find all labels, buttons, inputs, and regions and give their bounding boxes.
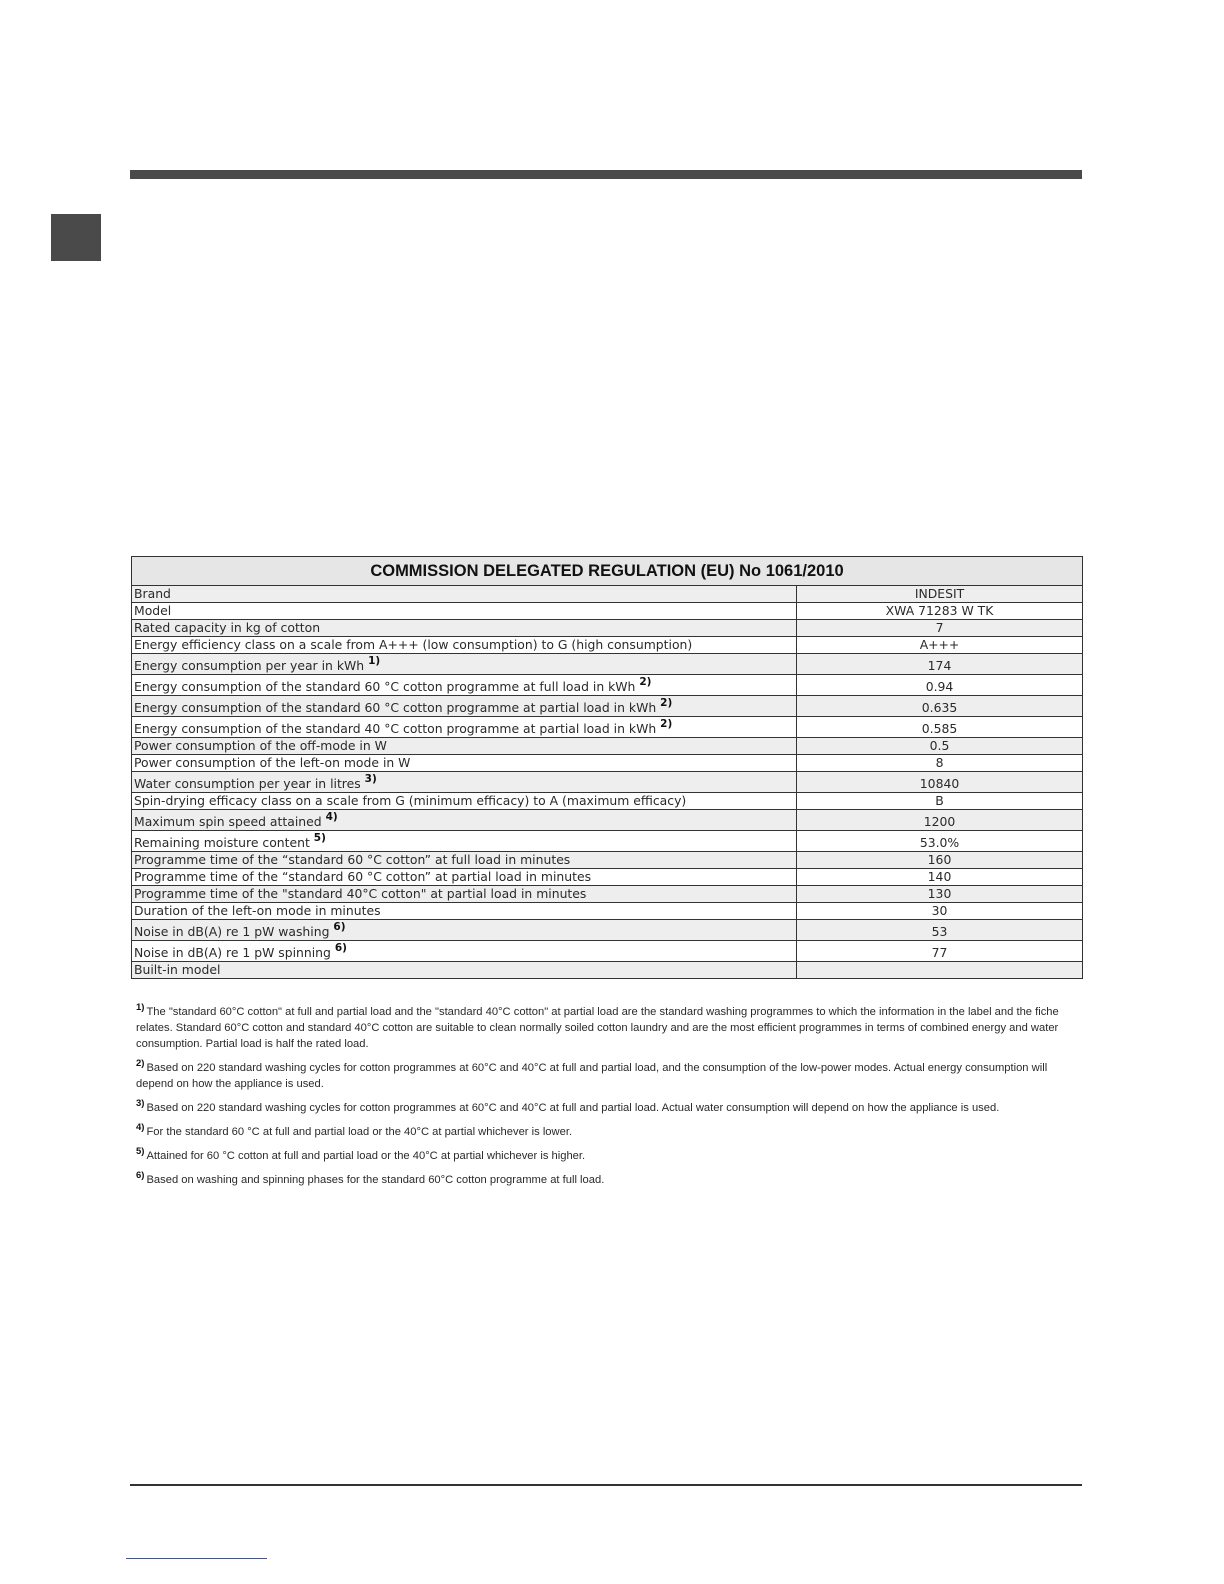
row-label [132, 852, 797, 869]
row-label-text: Energy consumption of the standard 60 °C cotton programme at partial load in kWh [134, 700, 657, 715]
row-value: 130 [797, 886, 1083, 903]
table-row [132, 962, 1083, 979]
table-row [132, 717, 1083, 738]
table-row [132, 903, 1083, 920]
row-label [132, 738, 797, 755]
table-row [132, 886, 1083, 903]
row-label-text: Brand [134, 586, 171, 601]
row-label [132, 654, 797, 675]
row-value: 1200 [797, 810, 1083, 831]
footnote [136, 1148, 1082, 1164]
row-label-text: Remaining moisture content [134, 835, 310, 850]
section-marker-block [51, 214, 101, 261]
row-label [132, 810, 797, 831]
footnote-ref: 5) [313, 831, 326, 844]
row-value: 8 [797, 755, 1083, 772]
row-value: 160 [797, 852, 1083, 869]
table-row [132, 738, 1083, 755]
footnote-ref: 6) [333, 920, 346, 933]
table-body [132, 586, 1083, 979]
table-row [132, 755, 1083, 772]
footnote-number: 1) [136, 1002, 145, 1014]
footnote-number: 2) [136, 1058, 145, 1070]
footnote-text: Attained for 60 °C cotton at full and partial load or the 40°C at partial whichever is higher. [146, 1150, 586, 1162]
row-label [132, 755, 797, 772]
row-value: 0.5 [797, 738, 1083, 755]
row-label-text: Rated capacity in kg of cotton [134, 620, 321, 635]
footnote-ref: 2) [639, 675, 652, 688]
row-label [132, 696, 797, 717]
row-label [132, 637, 797, 654]
row-label [132, 903, 797, 920]
footnote-ref: 2) [660, 717, 673, 730]
table-row [132, 941, 1083, 962]
row-label [132, 772, 797, 793]
table-row [132, 654, 1083, 675]
footer-link-underline [126, 1558, 267, 1559]
row-label [132, 886, 797, 903]
footnote-ref: 3) [364, 772, 377, 785]
row-value [797, 962, 1083, 979]
row-label [132, 831, 797, 852]
row-value: INDESIT [797, 586, 1083, 603]
row-label-text: Maximum spin speed attained [134, 814, 322, 829]
footnote-number: 6) [136, 1170, 145, 1182]
footnote-number: 4) [136, 1122, 145, 1134]
row-label-text: Programme time of the “standard 60 °C cotton” at full load in minutes [134, 852, 571, 867]
row-value: 0.635 [797, 696, 1083, 717]
table-row [132, 831, 1083, 852]
footnote-number: 3) [136, 1098, 145, 1110]
row-value: 0.94 [797, 675, 1083, 696]
table-row [132, 793, 1083, 810]
row-label-text: Power consumption of the off-mode in W [134, 738, 387, 753]
row-label-text: Energy consumption per year in kWh [134, 658, 365, 673]
footnotes [136, 1004, 1082, 1196]
row-label-text: Noise in dB(A) re 1 pW spinning [134, 945, 331, 960]
footnote [136, 1060, 1082, 1092]
table-row [132, 637, 1083, 654]
regulation-table [131, 556, 1083, 979]
row-label-text: Energy efficiency class on a scale from A+++ (low consumption) to G (high consumption) [134, 637, 693, 652]
row-label-text: Built-in model [134, 962, 221, 977]
table-row [132, 586, 1083, 603]
row-value: 30 [797, 903, 1083, 920]
footnote-ref: 2) [660, 696, 673, 709]
row-label-text: Power consumption of the left-on mode in W [134, 755, 411, 770]
row-label-text: Spin-drying efficacy class on a scale from G (minimum efficacy) to A (maximum efficacy) [134, 793, 687, 808]
row-label-text: Programme time of the “standard 60 °C cotton” at partial load in minutes [134, 869, 592, 884]
row-label-text: Water consumption per year in litres [134, 776, 361, 791]
footnote-ref: 6) [334, 941, 347, 954]
row-value: 140 [797, 869, 1083, 886]
table-row [132, 810, 1083, 831]
table-row [132, 620, 1083, 637]
footnote-number: 5) [136, 1146, 145, 1158]
footnote [136, 1124, 1082, 1140]
row-label [132, 717, 797, 738]
footnote-text: The "standard 60°C cotton" at full and partial load and the "standard 40°C cotton" at partial load are the standard washing programmes to which the information in the label and the fiche relates. Standard 60°C cotton and standard 40°C cotton are suitable to clean normally soiled cotton laundry and are the most efficient programmes in terms of combined energy and water consumption. Partial load is half the rated load. [136, 1006, 1059, 1050]
row-value: 7 [797, 620, 1083, 637]
footnote-text: Based on 220 standard washing cycles for cotton programmes at 60°C and 40°C at full and partial load, and the consumption of the low-power modes. Actual energy consumption will depend on how the appliance is used. [136, 1062, 1048, 1090]
row-label [132, 586, 797, 603]
table-row [132, 852, 1083, 869]
table-row [132, 696, 1083, 717]
row-label-text: Noise in dB(A) re 1 pW washing [134, 924, 330, 939]
row-label [132, 941, 797, 962]
footnote [136, 1100, 1082, 1116]
row-label [132, 869, 797, 886]
row-value: 53.0% [797, 831, 1083, 852]
row-value: XWA 71283 W TK [797, 603, 1083, 620]
header-rule [130, 170, 1082, 179]
table-title: COMMISSION DELEGATED REGULATION (EU) No 1061/2010 [132, 557, 1083, 586]
row-label [132, 620, 797, 637]
row-label [132, 603, 797, 620]
row-label-text: Duration of the left-on mode in minutes [134, 903, 381, 918]
row-label-text: Programme time of the "standard 40°C cotton" at partial load in minutes [134, 886, 587, 901]
footnote-ref: 4) [325, 810, 338, 823]
row-value: A+++ [797, 637, 1083, 654]
footnote [136, 1172, 1082, 1188]
row-label [132, 962, 797, 979]
table-row [132, 603, 1083, 620]
table-row [132, 675, 1083, 696]
row-label-text: Energy consumption of the standard 40 °C cotton programme at partial load in kWh [134, 721, 657, 736]
row-label-text: Model [134, 603, 172, 618]
footer-rule [130, 1484, 1082, 1486]
row-value: B [797, 793, 1083, 810]
row-value: 10840 [797, 772, 1083, 793]
footnote-text: For the standard 60 °C at full and partial load or the 40°C at partial whichever is lower. [146, 1126, 573, 1138]
footnote-text: Based on 220 standard washing cycles for cotton programmes at 60°C and 40°C at full and partial load. Actual water consumption will depend on how the appliance is used. [146, 1102, 1000, 1114]
footnote [136, 1004, 1082, 1052]
row-value: 0.585 [797, 717, 1083, 738]
table-row [132, 772, 1083, 793]
row-label-text: Energy consumption of the standard 60 °C cotton programme at full load in kWh [134, 679, 636, 694]
row-label [132, 920, 797, 941]
row-value: 77 [797, 941, 1083, 962]
table-row [132, 920, 1083, 941]
row-value: 53 [797, 920, 1083, 941]
row-value: 174 [797, 654, 1083, 675]
row-label [132, 793, 797, 810]
footnote-text: Based on washing and spinning phases for the standard 60°C cotton programme at full load. [146, 1174, 605, 1186]
table-row [132, 869, 1083, 886]
footnote-ref: 1) [368, 654, 381, 667]
row-label [132, 675, 797, 696]
table-header-row [132, 557, 1083, 586]
